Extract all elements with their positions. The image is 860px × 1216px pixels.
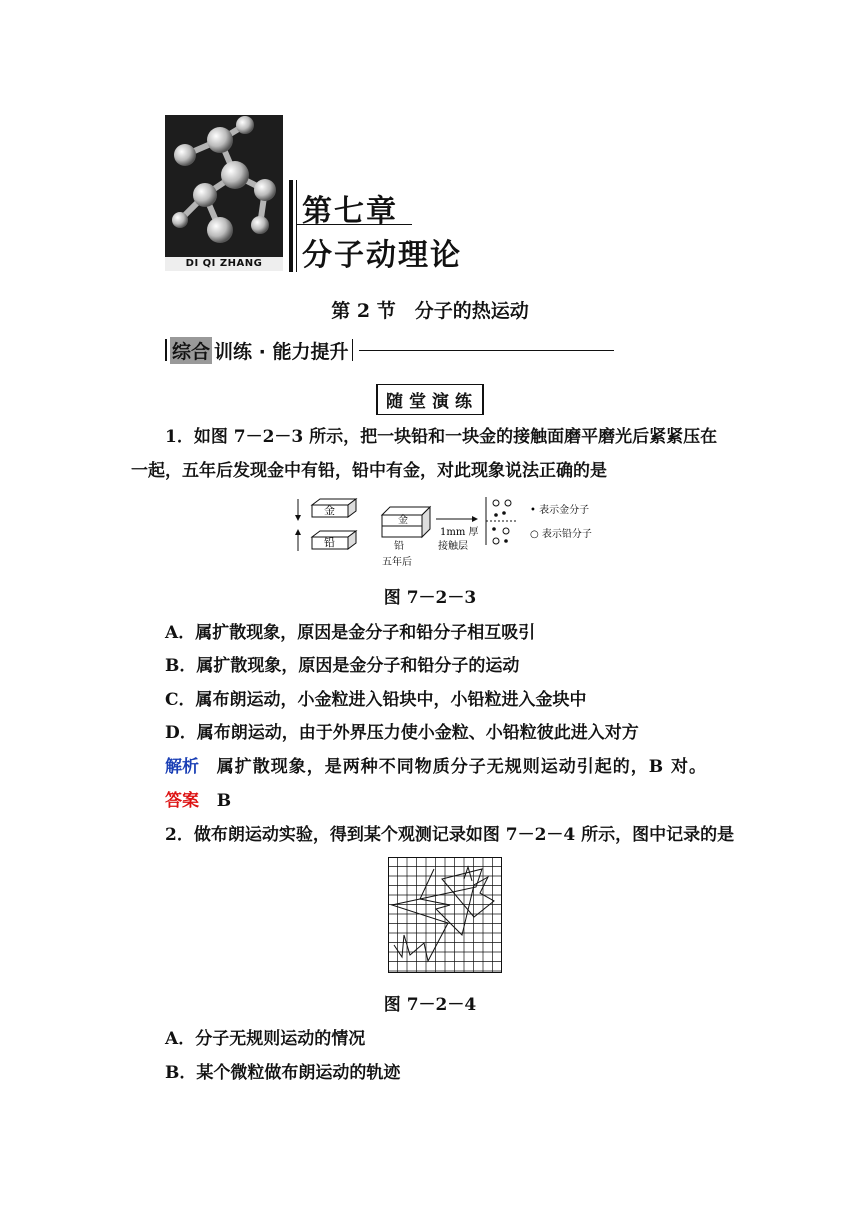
fig-gold-label: 金 bbox=[324, 504, 335, 517]
chapter-title: 分子动理论 bbox=[302, 238, 462, 273]
q1-option-a[interactable]: A．属扩散现象，原因是金分子和铅分子相互吸引 bbox=[165, 623, 536, 643]
practice-header-rule bbox=[359, 350, 614, 351]
fig-five-years: 五年后 bbox=[382, 557, 412, 568]
fig-lead-label: 铅 bbox=[324, 536, 335, 549]
class-practice-header bbox=[0, 384, 860, 415]
q1-option-c[interactable]: C．属布朗运动，小金粒进入铅块中，小铅粒进入金块中 bbox=[165, 690, 587, 710]
class-practice-label: 随堂演练 bbox=[376, 384, 484, 415]
fig-legend-gold: • 表示金分子 bbox=[530, 505, 590, 516]
fig-layer-1: 1mm 厚 bbox=[440, 527, 479, 538]
section-title: 第 2 节 分子的热运动 bbox=[331, 300, 529, 322]
practice-header bbox=[165, 338, 614, 362]
chapter-pinyin: DI QI ZHANG bbox=[165, 257, 283, 271]
chapter-number: 第七章 bbox=[302, 194, 398, 229]
answer-label: 答案 bbox=[165, 791, 199, 811]
chapter-cover-image bbox=[165, 115, 283, 271]
fig-layer-2: 接触层 bbox=[438, 541, 468, 552]
answer-value: B bbox=[216, 791, 232, 811]
figure-7-2-3-caption: 图 7－2－3 bbox=[383, 588, 477, 608]
explanation-label: 解析 bbox=[165, 757, 199, 777]
q1-explanation bbox=[165, 752, 707, 777]
question-2-text: 2．做布朗运动实验，得到某个观测记录如图 7－2－4 所示，图中记录的是 bbox=[165, 825, 735, 845]
fig-legend-lead: ○ 表示铅分子 bbox=[530, 529, 592, 540]
fig-lead-label-2: 铅 bbox=[394, 541, 404, 552]
chapter-divider-bar bbox=[289, 180, 293, 272]
question-1-text: 1．如图 7－2－3 所示，把一块铅和一块金的接触面磨平磨光后紧紧压在一起，五年后发现金中有铅，铅中有金，对此现象说法正确的是 bbox=[131, 427, 718, 481]
practice-header-bar bbox=[165, 339, 167, 361]
explanation-text: 属扩散现象，是两种不同物质分子无规则运动引起的，B 对。 bbox=[216, 757, 708, 777]
fig-gold-label-2: 金 bbox=[398, 515, 408, 526]
q1-option-d[interactable]: D．属布朗运动，由于外界压力使小金粒、小铅粒彼此进入对方 bbox=[165, 723, 639, 743]
q1-answer bbox=[165, 786, 231, 811]
q2-option-b[interactable]: B．某个微粒做布朗运动的轨迹 bbox=[165, 1063, 401, 1083]
molecule-illustration bbox=[165, 115, 283, 257]
figure-7-2-4-caption: 图 7－2－4 bbox=[383, 995, 477, 1015]
q1-option-b[interactable]: B．属扩散现象，原因是金分子和铅分子的运动 bbox=[165, 656, 520, 676]
figure-7-2-3 bbox=[290, 493, 610, 577]
chapter-divider-line bbox=[296, 180, 297, 272]
practice-header-text: 训练 · 能力提升 bbox=[214, 340, 349, 363]
practice-header-tick bbox=[352, 339, 353, 361]
practice-header-box: 综合 bbox=[170, 337, 212, 364]
q2-option-a[interactable]: A．分子无规则运动的情况 bbox=[165, 1029, 366, 1049]
figure-7-2-4 bbox=[388, 857, 502, 977]
